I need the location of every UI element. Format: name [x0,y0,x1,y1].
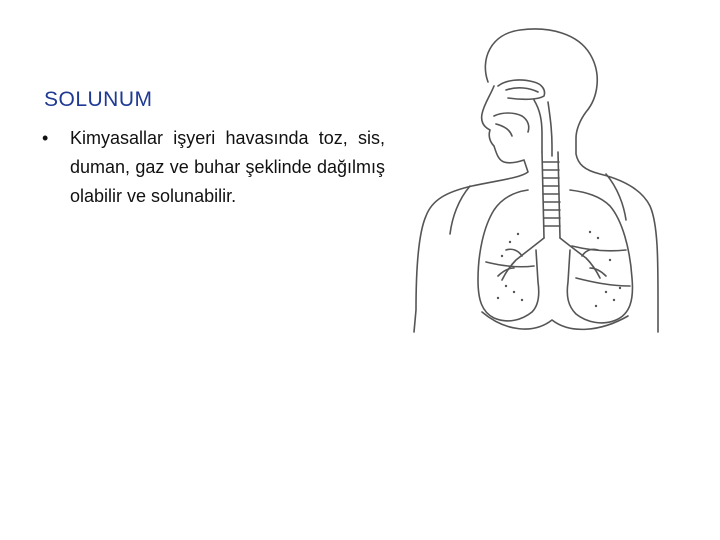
bullet-item [40,124,385,211]
slide-title: SOLUNUM [44,88,153,111]
oral-cavity [494,113,529,132]
right-lung [567,190,632,323]
body-outline-left [414,86,528,332]
alveoli-speckles [497,231,621,307]
bullet-marker: • [42,128,49,148]
respiratory-system-icon [410,20,665,335]
pharynx [534,100,542,152]
left-lung [478,190,539,321]
right-bronchus [560,238,600,278]
nasal-cavity [498,80,545,99]
bullet-list [40,124,385,211]
trachea [542,152,560,238]
bullet-text: Kimyasallar işyeri havasında toz, sis, duman, gaz ve buhar şeklinde dağılmış olabilir ve solunabilir. [70,128,385,206]
respiratory-system-illustration [410,20,665,335]
trachea-rings [543,162,560,226]
